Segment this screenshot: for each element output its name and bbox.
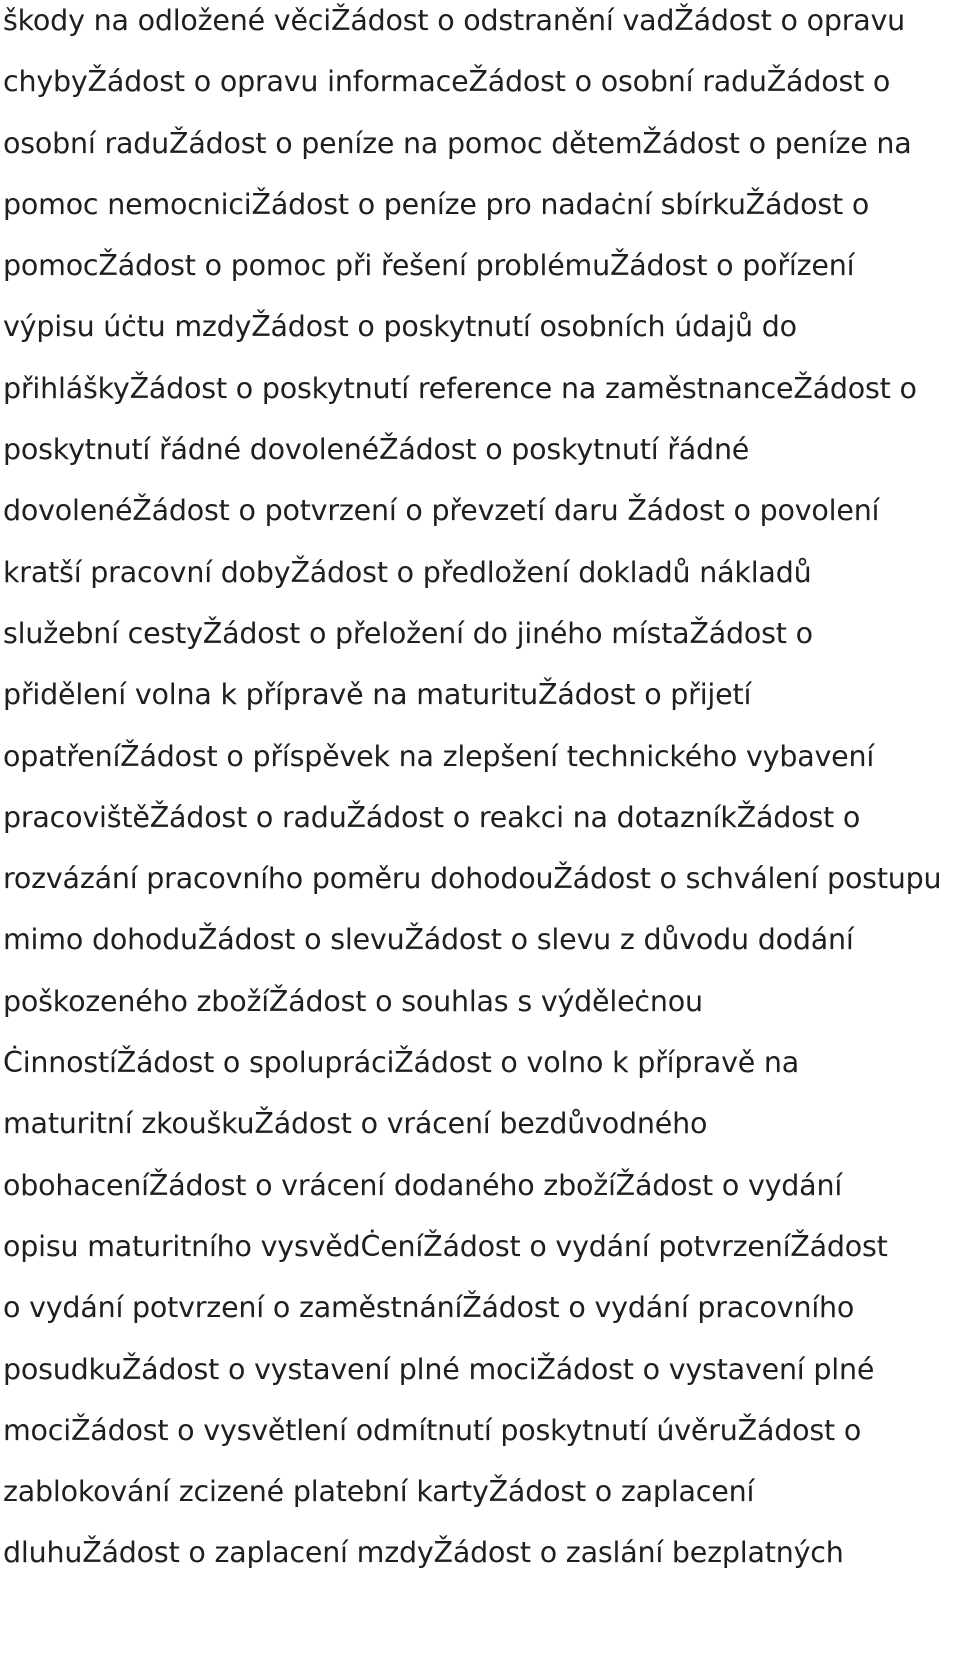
text-line: přihláškyŽádost o poskytnutí reference na zaměstnanceŽádost o	[3, 371, 917, 405]
text-line: posudkuŽádost o vystavení plné mociŽádost o vystavení plné	[3, 1352, 875, 1386]
text-line: obohaceníŽádost o vrácení dodaného zbožíŽádost o vydání	[3, 1168, 843, 1202]
text-line: kratší pracovní dobyŽádost o předložení dokladů nákladů	[3, 555, 812, 589]
text-line: rozvázání pracovního poměru dohodouŽádost o schválení postupu	[3, 862, 942, 896]
text-line: opatřeníŽádost o příspěvek na zlepšení technického vybavení	[3, 739, 875, 773]
text-line: výpisu úċtu mzdyŽádost o poskytnutí osobních údajů do	[3, 310, 797, 344]
text-line: chybyŽádost o opravu informaceŽádost o osobní raduŽádost o	[3, 65, 891, 99]
text-line: maturitní zkouškuŽádost o vrácení bezdůvodného	[3, 1107, 708, 1141]
text-line: služební cestyŽádost o přeložení do jiného místaŽádost o	[3, 616, 813, 650]
text-line: dovolenéŽádost o potvrzení o převzetí daru Žádost o povolení	[3, 494, 880, 528]
text-line: dluhuŽádost o zaplacení mzdyŽádost o zaslání bezplatných	[3, 1536, 844, 1570]
text-line: osobní raduŽádost o peníze na pomoc dětemŽádost o peníze na	[3, 126, 912, 160]
text-line: ĊinnostíŽádost o spoluprácіŽádost o volno k přípravě na	[3, 1046, 800, 1080]
text-line: poškozeného zbožíŽádost o souhlas s výděleċnou	[3, 984, 703, 1018]
text-line: přidělení volna k přípravě na maturituŽádost o přijetí	[3, 678, 752, 712]
text-line: pomoc nemocniciŽádost o peníze pro nadaċní sbírkuŽádost o	[3, 187, 870, 221]
text-line: zablokování zcizené platební kartyŽádost o zaplacení	[3, 1475, 755, 1509]
text-line: opisu maturitního vysvědĊeníŽádost o vydání potvrzeníŽádost	[3, 1229, 888, 1263]
text-line: poskytnutí řádné dovolenéŽádost o poskytnutí řádné	[3, 433, 750, 467]
text-line: mimo dohoduŽádost o slevuŽádost o slevu z důvodu dodání	[3, 923, 854, 957]
text-line: pomocŽádost o pomoc při řešení problémuŽádost o pořízení	[3, 249, 855, 283]
text-line: mociŽádost o vysvětlení odmítnutí poskytnutí úvěruŽádost o	[3, 1413, 862, 1447]
text-line: pracovištěŽádost o raduŽádost o reakci na dotazníkŽádost o	[3, 800, 861, 834]
text-line: o vydání potvrzení o zaměstnáníŽádost o vydání pracovního	[3, 1291, 855, 1325]
text-line: škody na odložené věciŽádost o odstranění vadŽádost o opravu	[3, 4, 906, 37]
